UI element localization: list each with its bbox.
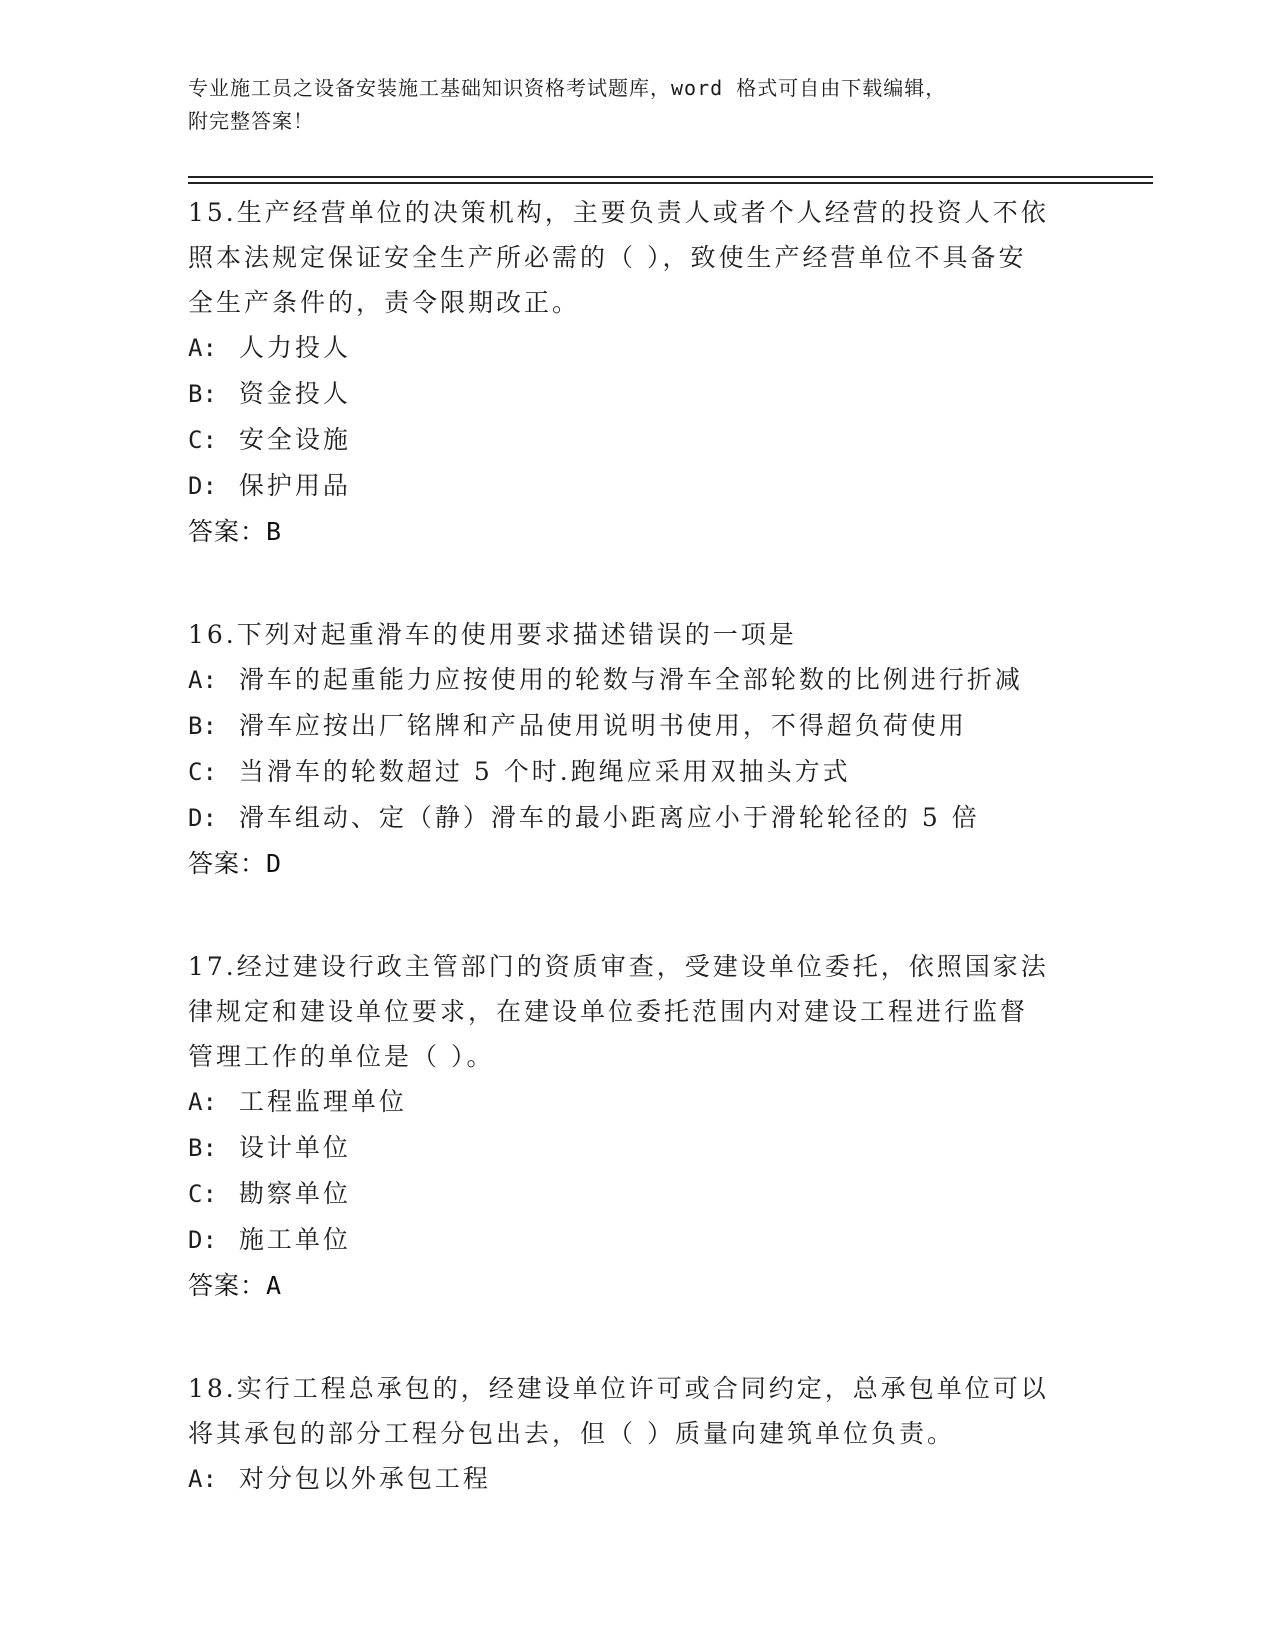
- stem-line: 16.下列对起重滑车的使用要求描述错误的一项是: [188, 620, 797, 649]
- option-text: 滑车组动、定（静）滑车的最小距离应小于滑轮轮径的 5 倍: [238, 803, 980, 832]
- question-17: [188, 944, 1088, 1308]
- option-a: [188, 1456, 1088, 1502]
- option-d: [188, 1217, 1088, 1263]
- stem-line: 全生产条件的，责令限期改正。: [188, 288, 581, 317]
- option-c: [188, 749, 1088, 795]
- option-text: 对分包以外承包工程: [238, 1464, 491, 1493]
- option-text: 人力投人: [238, 333, 351, 362]
- stem-line: 15.生产经营单位的决策机构，主要负责人或者个人经营的投资人不依: [188, 198, 1049, 227]
- option-text: 滑车的起重能力应按使用的轮数与滑车全部轮数的比例进行折减: [238, 665, 1023, 694]
- question-stem: [188, 612, 1088, 657]
- question-18: [188, 1366, 1088, 1502]
- answer-label: 答案：: [188, 1271, 267, 1300]
- option-b: [188, 703, 1088, 749]
- option-key: D:: [188, 1226, 217, 1254]
- option-key: D:: [188, 472, 217, 500]
- answer-value: A: [266, 1271, 283, 1300]
- stem-line: 17.经过建设行政主管部门的资质审查，受建设单位委托，依照国家法: [188, 952, 1049, 981]
- option-text: 勘察单位: [238, 1179, 351, 1208]
- option-text: 施工单位: [238, 1225, 351, 1254]
- option-key: D:: [188, 804, 217, 832]
- stem-line: 管理工作的单位是（ ）。: [188, 1042, 495, 1071]
- answer-value: B: [266, 517, 283, 546]
- option-b: [188, 1125, 1088, 1171]
- option-a: [188, 325, 1088, 371]
- option-text: 保护用品: [238, 471, 351, 500]
- header-divider-top: [188, 176, 1153, 178]
- answer-line: [188, 841, 1088, 886]
- question-16: [188, 612, 1088, 886]
- question-stem: [188, 944, 1088, 1079]
- option-text: 安全设施: [238, 425, 351, 454]
- option-key: C:: [188, 426, 217, 454]
- option-text: 工程监理单位: [238, 1087, 407, 1116]
- option-text: 设计单位: [238, 1133, 351, 1162]
- option-key: B:: [188, 1134, 217, 1162]
- stem-line: 将其承包的部分工程分包出去，但（ ）质量向建筑单位负责。: [188, 1419, 955, 1448]
- option-c: [188, 1171, 1088, 1217]
- option-key: A:: [188, 666, 217, 694]
- option-d: [188, 463, 1088, 509]
- option-d: [188, 795, 1088, 841]
- option-text: 资金投人: [238, 379, 351, 408]
- answer-line: [188, 1263, 1088, 1308]
- question-list: [188, 190, 1088, 1560]
- option-key: B:: [188, 380, 217, 408]
- answer-label: 答案：: [188, 517, 267, 546]
- option-key: A:: [188, 1088, 217, 1116]
- option-key: A:: [188, 334, 217, 362]
- option-key: A:: [188, 1465, 217, 1493]
- stem-line: 律规定和建设单位要求，在建设单位委托范围内对建设工程进行监督: [188, 997, 1029, 1026]
- question-stem: [188, 190, 1088, 325]
- option-text: 当滑车的轮数超过 5 个时.跑绳应采用双抽头方式: [238, 757, 851, 786]
- option-a: [188, 657, 1088, 703]
- option-key: B:: [188, 712, 217, 740]
- question-15: [188, 190, 1088, 554]
- option-key: C:: [188, 758, 217, 786]
- document-header: [188, 72, 1068, 138]
- header-line-2: 附完整答案！: [188, 109, 314, 133]
- header-divider-bottom: [188, 182, 1153, 184]
- answer-line: [188, 509, 1088, 554]
- stem-line: 18.实行工程总承包的，经建设单位许可或合同约定，总承包单位可以: [188, 1374, 1049, 1403]
- answer-label: 答案：: [188, 849, 267, 878]
- option-key: C:: [188, 1180, 217, 1208]
- option-b: [188, 371, 1088, 417]
- stem-line: 照本法规定保证安全生产所必需的（ ），致使生产经营单位不具备安: [188, 243, 1027, 272]
- option-c: [188, 417, 1088, 463]
- header-line-1: 专业施工员之设备安装施工基础知识资格考试题库，word 格式可自由下载编辑，: [188, 76, 947, 100]
- answer-value: D: [266, 849, 283, 878]
- question-stem: [188, 1366, 1088, 1456]
- option-a: [188, 1079, 1088, 1125]
- option-text: 滑车应按出厂铭牌和产品使用说明书使用，不得超负荷使用: [238, 711, 967, 740]
